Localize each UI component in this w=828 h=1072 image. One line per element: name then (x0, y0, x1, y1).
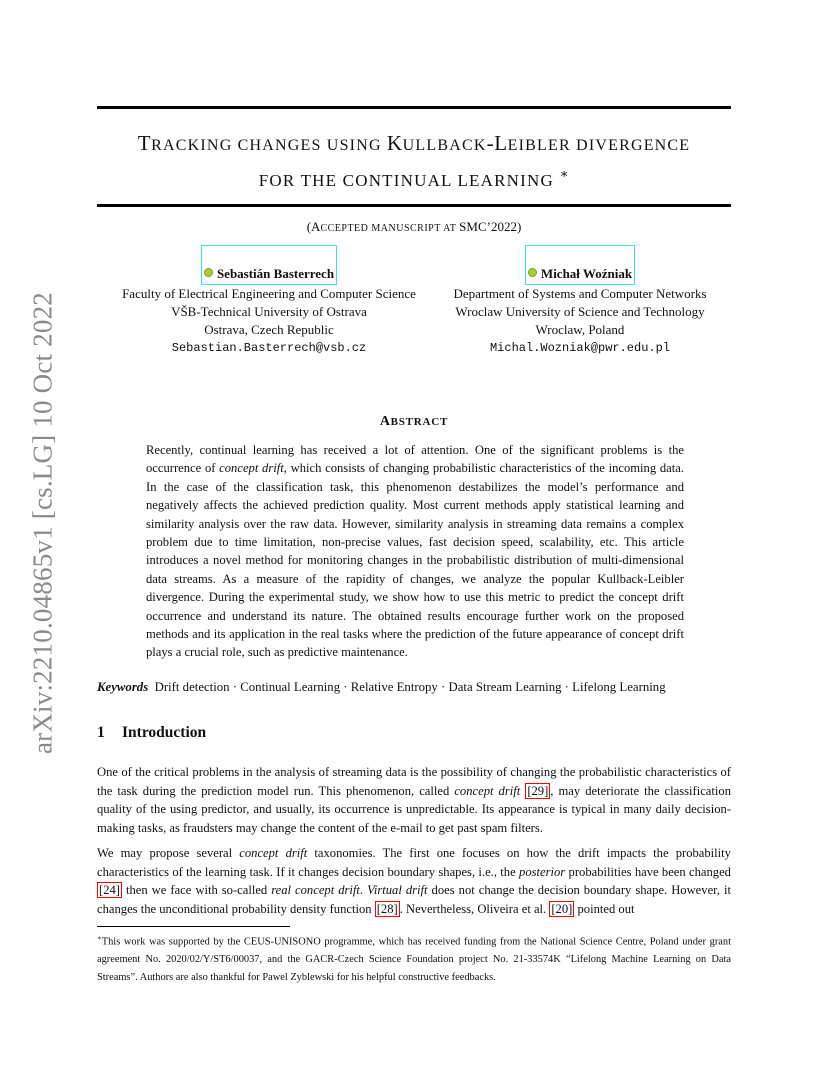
author-2-affiliation: Department of Systems and Computer Networks (453, 286, 707, 301)
intro-paragraph-2: We may propose several concept drift taxonomies. The first one focuses on how the drift impacts the probability characteristics of the learning task. If it changes decision boundary shapes, i.e., the posterior probabilities have been changed [24] then we face with so-called real concept drift. Virtual drift does not change the decision boundary shape. However, it changes the unconditional probability density function [28] . Nevertheless, Oliveira et al. [20] pointed out (97, 846, 732, 917)
author-1-email[interactable]: Sebastian.Basterrech@vsb.cz (171, 341, 367, 355)
author-block-2 (440, 245, 720, 357)
citation-link[interactable]: [28] (376, 902, 398, 917)
footnote-rule (97, 926, 290, 927)
title-footnote-mark: ∗ (559, 166, 570, 181)
citation-link[interactable]: [24] (99, 883, 120, 898)
paper-title-line2: FOR THE CONTINUAL LEARNING ∗ (258, 166, 570, 190)
title-top-rule (97, 106, 731, 109)
paper-title-line1: TRACKING CHANGES USING KULLBACK-LEIBLER DIVERGENCE (137, 131, 691, 155)
orcid-icon[interactable] (528, 268, 537, 277)
author-2-email[interactable]: Michal.Wozniak@pwr.edu.pl (489, 341, 671, 355)
section-heading-introduction: 1 Introduction (97, 724, 207, 741)
keywords-label: Keywords (97, 680, 149, 694)
author-1-university: VŠB-Technical University of Ostrava (171, 304, 367, 319)
arxiv-identifier: arXiv:2210.04865v1 [cs.LG] 10 Oct 2022 (27, 291, 58, 755)
citation-link[interactable]: [20] (551, 902, 573, 917)
author-2-university: Wroclaw University of Science and Technology (455, 304, 705, 319)
author-2-location: Wroclaw, Poland (535, 322, 625, 337)
footnote: ∗This work was supported by the CEUS-UNISONO programme, which has received funding from the National Science Centre, Poland under grant agreement No. 2020/02/Y/ST6/00037, and the GACR-Czech Science Foundation project No. 21-33574K “Lifelong Machine Learning on Data Streams”. Authors are also thankful for Pawel Zyblewski for his helpful constructive feedbacks. (97, 934, 731, 984)
author-block-1 (97, 245, 441, 357)
author-name-link-2[interactable]: Michał Woźniak (525, 245, 635, 285)
accepted-note: (ACCEPTED MANUSCRIPT AT SMC’2022) (306, 219, 522, 234)
abstract-heading: ABSTRACT (379, 414, 449, 429)
title-bottom-rule (97, 204, 731, 207)
abstract-text: Recently, continual learning has received a lot of attention. One of the significant problems is the occurrence of concept drift, which consists of changing probabilistic characteristics of the incoming data. In the case of the classification task, this phenomenon destabilizes the model’s performance and negatively affects the achieved prediction quality. Most current methods apply statistical learning and similarity analysis over the raw data. However, similarity analysis in streaming data remains a complex problem due to time limitation, non-precise values, fast decision speed, scalability, etc. This article introduces a novel method for monitoring changes in the probabilistic distribution of multi-dimensional data streams. As a measure of the rapidity of changes, we analyze the popular Kullback-Leibler divergence. During the experimental study, we show how to use this metric to predict the concept drift occurrence and understand its nature. The obtained results encourage further work on the proposed methods and its application in the real tasks where the prediction of the future appearance of concept drift plays a crucial role, such as predictive maintenance. (146, 443, 684, 660)
author-name-link-1[interactable]: Sebastián Basterrech (201, 245, 337, 285)
keywords-list: Drift detection · Continual Learning · Relative Entropy · Data Stream Learning · Lifelong Learning (154, 680, 666, 694)
keywords (97, 680, 731, 695)
citation-link[interactable]: [29] (527, 783, 549, 798)
orcid-icon[interactable] (204, 268, 213, 277)
author-1-affiliation: Faculty of Electrical Engineering and Computer Science (122, 286, 416, 301)
footnote-mark: ∗ (97, 934, 102, 942)
intro-paragraph-1: One of the critical problems in the analysis of streaming data is the possibility of changing the probabilistic characteristics of the task during the prediction model run. This phenomenon, called concept drift [29] , may deteriorate the classification quality of the using predictor, and usually, its occurrence is unpredictable. Its appearance is typical in many daily decision-making tasks, as fraudsters may change the content of the e-mail to get past spam filters. (97, 765, 731, 836)
author-1-location: Ostrava, Czech Republic (204, 322, 334, 337)
